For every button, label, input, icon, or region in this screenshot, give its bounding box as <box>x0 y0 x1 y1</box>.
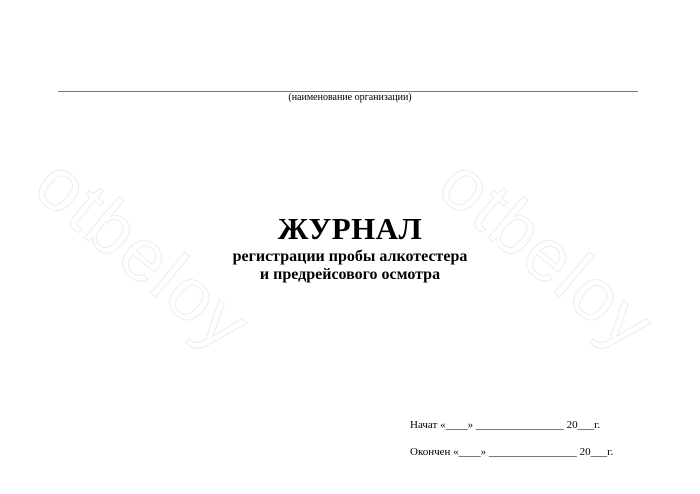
organization-caption: (наименование организации) <box>288 92 412 103</box>
subtitle-line-2: и предрейсового осмотра <box>259 266 441 283</box>
watermark-right: otbeloy <box>424 140 671 367</box>
subtitle-line-1: регистрации пробы алкотестера <box>232 248 468 265</box>
page-title: ЖУРНАЛ <box>277 211 423 246</box>
started-date-line: Начат «____» ________________ 20___г. <box>410 419 601 431</box>
watermark-left: otbeloy <box>20 140 267 367</box>
finished-date-line: Окончен «____» ________________ 20___г. <box>410 446 614 458</box>
